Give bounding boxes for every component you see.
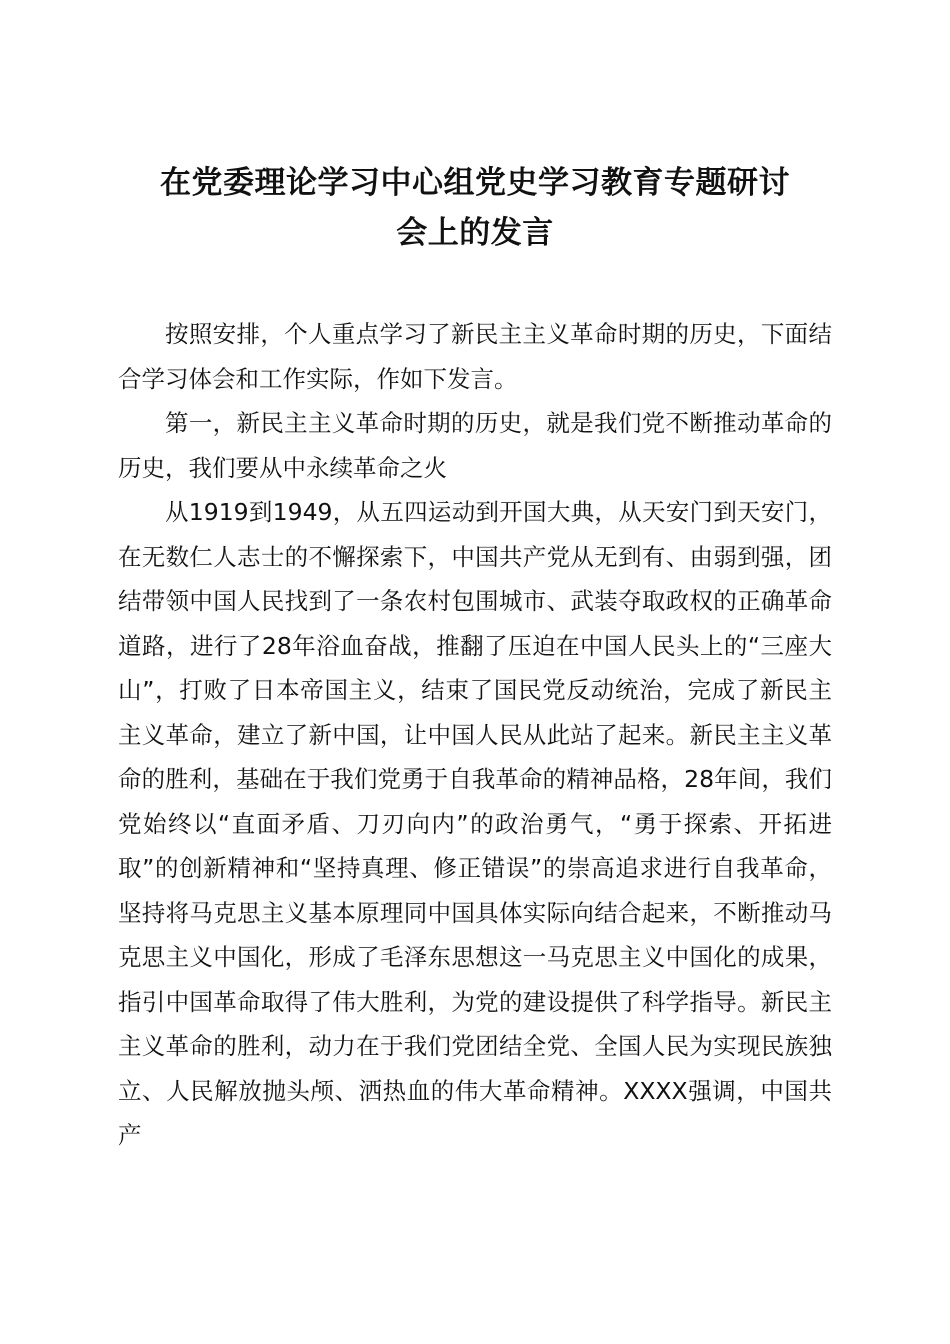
title-line-1: 在党委理论学习中心组党史学习教育专题研讨 — [160, 165, 790, 201]
paragraph-history: 从1919到1949，从五四运动到开国大典，从天安门到天安门，在无数仁人志士的不懈探索下，中国共产党从无到有、由弱到强，团结带领中国人民找到了一条农村包围城市、武装夺取政权的正确革命道路，进行了28年浴血奋战，推翻了压迫在中国人民头上的“三座大山”，打败了日本帝国主义，结束了国民党反动统治，完成了新民主主义革命，建立了新中国，让中国人民从此站了起来。新民主主义革命的胜利，基础在于我们党勇于自我革命的精神品格，28年间，我们党始终以“直面矛盾、刀刃向内”的政治勇气，“勇于探索、开拓进取”的创新精神和“坚持真理、修正错误”的崇高追求进行自我革命，坚持将马克思主义基本原理同中国具体实际向结合起来，不断推动马克思主义中国化，形成了毛泽东思想这一马克思主义中国化的成果，指引中国革命取得了伟大胜利，为党的建设提供了科学指导。新民主主义革命的胜利，动力在于我们党团结全党、全国人民为实现民族独立、人民解放抛头颅、洒热血的伟大革命精神。XXXX强调，中国共产 — [118, 498, 832, 1149]
paragraph-intro: 按照安排，个人重点学习了新民主主义革命时期的历史，下面结合学习体会和工作实际，作如下发言。 — [118, 320, 832, 393]
title-line-2: 会上的发言 — [396, 215, 554, 251]
document-body — [118, 312, 832, 1158]
document-title — [118, 158, 832, 258]
paragraph-heading-first: 第一，新民主主义革命时期的历史，就是我们党不断推动革命的历史，我们要从中永续革命之火 — [118, 409, 832, 482]
